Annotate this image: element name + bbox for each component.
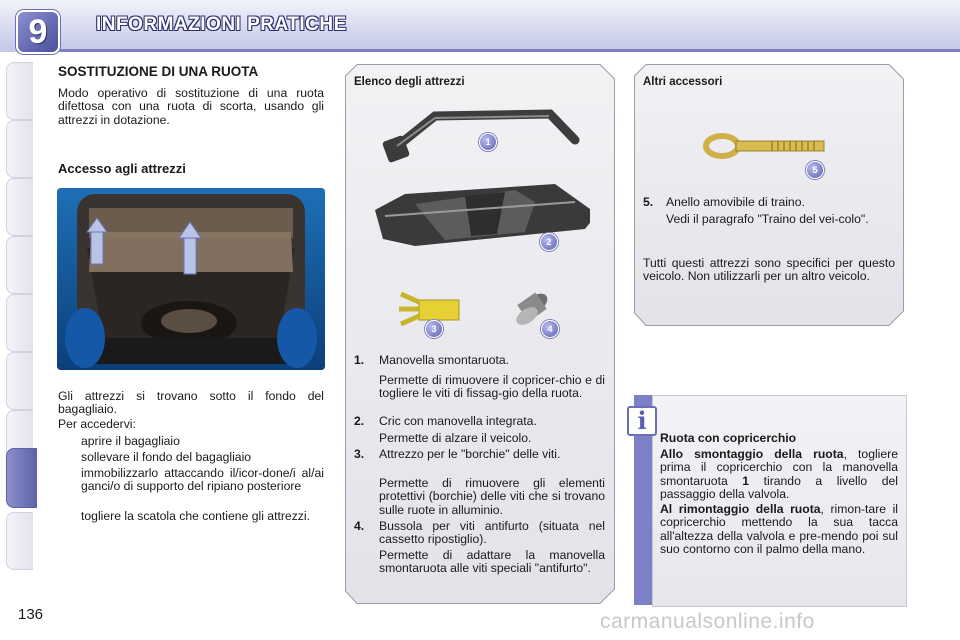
tool-item-desc: Permette di adattare la manovella smontaruota alle viti speciali "antifurto". [379, 548, 605, 576]
side-tab[interactable] [6, 352, 33, 410]
side-tab[interactable] [6, 236, 33, 294]
info-text: , rimon-tare il copricerchio mettendo la sua tacca all'altezza della valvola e pre-mendo poi sul suo contorno con il palmo della mano. [660, 502, 899, 556]
accessory-item-desc: Vedi il paragrafo "Traino del vei-colo". [666, 212, 869, 226]
tool-badge-4: 4 [541, 320, 559, 338]
tool-item-number: 2. [354, 414, 365, 428]
bullet-item: sollevare il fondo del bagagliaio [81, 450, 252, 464]
trunk-photo [57, 188, 325, 370]
info-box-title: Ruota con copricerchio [660, 431, 797, 445]
tool-badge-1: 1 [479, 133, 497, 151]
access-label: Per accedervi: [58, 417, 136, 431]
tool-item-desc: Permette di rimuovere gli elementi protettivi (borchie) delle viti che si trovano sulle ruote in alluminio. [379, 476, 605, 517]
tool-item-number: 1. [354, 353, 365, 367]
accessory-badge-5: 5 [806, 161, 824, 179]
hubcap-tool-icon [399, 294, 459, 324]
intro-text: Modo operativo di sostituzione di una ruota difettosa con una ruota di scorta, usando gli attrezzi in dotazione. [58, 86, 324, 127]
side-tab[interactable] [6, 178, 33, 236]
side-tab[interactable] [6, 62, 33, 120]
tool-item-name: Manovella smontaruota. [379, 353, 510, 367]
info-text: tirando a livello del passaggio della valvola. [660, 473, 898, 501]
tool-item-desc: Permette di rimuovere il copricer-chio e di togliere le viti di fissag-gio della ruota. [379, 373, 605, 401]
tool-badge-2: 2 [540, 233, 558, 251]
info-text: , togliere prima il copricerchio con la manovella smontaruota [660, 447, 898, 488]
tool-item-number: 4. [354, 519, 365, 533]
bullet-item: togliere la scatola che contiene gli attrezzi. [81, 509, 310, 523]
accessory-item-number: 5. [643, 195, 654, 209]
tool-item-number: 3. [354, 447, 365, 461]
info-icon: i [627, 406, 657, 436]
side-tab[interactable] [6, 294, 33, 352]
accessories-note: Tutti questi attrezzi sono specifici per questo veicolo. Non utilizzarli per un altro veicolo. [643, 256, 895, 284]
tool-item-desc: Permette di alzare il veicolo. [379, 431, 532, 445]
info-bold-lead: Allo smontaggio della ruota [660, 447, 844, 461]
accessories-panel-title: Altri accessori [643, 76, 723, 88]
header-divider [60, 49, 960, 52]
side-tab[interactable] [6, 120, 33, 178]
accessory-item-name: Anello amovibile di traino. [666, 195, 805, 209]
bullet-item: immobilizzarlo attaccando il/icor-done/i al/ai ganci/o di supporto del ripiano posteriore [81, 466, 324, 494]
info-box-paragraph-1 [660, 448, 898, 501]
tool-item-name: Cric con manovella integrata. [379, 414, 537, 428]
tool-item-name: Bussola per viti antifurto (situata nel cassetto ripostiglio). [379, 519, 605, 547]
info-tool-number: 1 [742, 473, 750, 488]
body-text: Gli attrezzi si trovano sotto il fondo del bagagliaio. [58, 389, 324, 417]
page-title: INFORMAZIONI PRATICHE [96, 14, 347, 35]
section-title: SOSTITUZIONE DI UNA RUOTA [58, 64, 259, 79]
trunk-illustration [57, 188, 325, 370]
info-box-paragraph-2 [660, 503, 898, 556]
side-tab[interactable] [6, 512, 33, 570]
jack-icon [375, 184, 590, 246]
tools-panel [345, 64, 615, 604]
info-bold-lead: Al rimontaggio della ruota [660, 502, 821, 516]
watermark: carmanualsonline.info [600, 610, 815, 633]
subsection-title: Accesso agli attrezzi [58, 161, 186, 176]
bullet-item: aprire il bagagliaio [81, 434, 180, 448]
accessories-panel [634, 64, 904, 326]
chapter-badge: 9 [16, 10, 60, 54]
page-number: 136 [18, 606, 44, 623]
side-tab-active[interactable] [6, 448, 37, 508]
tool-item-name: Attrezzo per le "borchie" delle viti. [379, 447, 561, 461]
tool-badge-3: 3 [425, 320, 443, 338]
tools-panel-title: Elenco degli attrezzi [354, 76, 465, 88]
